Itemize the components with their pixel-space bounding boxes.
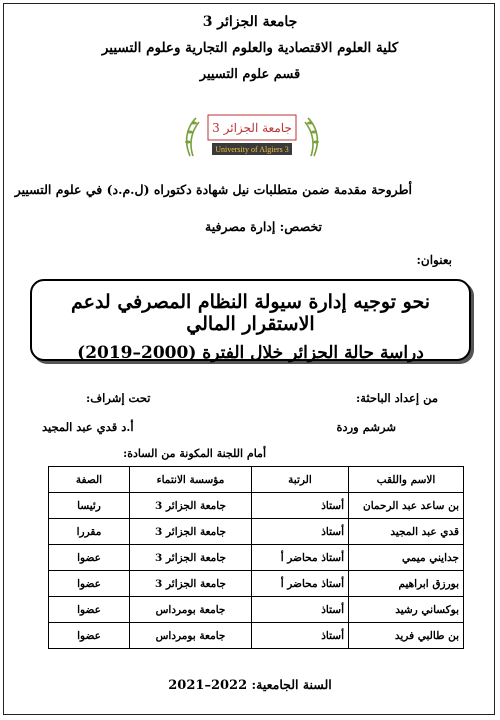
member-rank: أستاذ	[252, 597, 349, 623]
university-name: جامعة الجزائر 3	[202, 14, 298, 30]
member-rank: أستاذ محاضر أ	[252, 571, 349, 597]
member-name: بن طالبي فريد	[349, 623, 464, 649]
thesis-title-line1: نحو توجيه إدارة سيولة النظام المصرفي لدعم الاستقرار المالي	[70, 291, 431, 335]
member-role: رئيسا	[49, 493, 130, 519]
table-row	[49, 623, 464, 649]
table-row	[49, 519, 464, 545]
department-name: قسم علوم التسيير	[199, 67, 301, 82]
member-role: مقررا	[49, 519, 130, 545]
preparer-label: من إعداد الباحثة:	[356, 391, 438, 405]
jury-table	[48, 466, 464, 649]
table-row	[49, 493, 464, 519]
member-name: قدي عبد المجيد	[349, 519, 464, 545]
member-rank: أستاذ	[252, 519, 349, 545]
member-rank: أستاذ محاضر أ	[252, 545, 349, 571]
member-institution: جامعة الجزائر 3	[130, 571, 252, 597]
academic-year	[0, 677, 500, 693]
table-row	[49, 545, 464, 571]
member-role: عضوا	[49, 571, 130, 597]
table-row	[49, 597, 464, 623]
thesis-title-line2: دراسة حالة الجزائر خلال الفترة (2000–2019)	[77, 343, 424, 363]
logo-arabic-text: جامعة الجزائر 3	[212, 121, 292, 135]
member-role: عضوا	[49, 597, 130, 623]
member-name: جدايني ميمي	[349, 545, 464, 571]
member-role: عضوا	[49, 623, 130, 649]
member-institution: جامعة الجزائر 3	[130, 519, 252, 545]
member-rank: أستاذ	[252, 623, 349, 649]
university-logo	[182, 112, 322, 162]
member-institution: جامعة بومرداس	[130, 623, 252, 649]
table-row	[49, 571, 464, 597]
member-institution: جامعة الجزائر 3	[130, 545, 252, 571]
header-role: الصفة	[49, 467, 130, 493]
supervisor-label: تحت إشراف:	[86, 391, 151, 405]
specialty: تخصص: إدارة مصرفية	[205, 219, 322, 234]
title-box	[30, 279, 471, 361]
member-institution: جامعة بومرداس	[130, 597, 252, 623]
jury-label: أمام اللجنة المكونة من السادة:	[123, 447, 266, 460]
member-rank: أستاذ	[252, 493, 349, 519]
header-institution: مؤسسة الانتماء	[130, 467, 252, 493]
header-rank: الرتبة	[252, 467, 349, 493]
title-label: بعنوان:	[416, 253, 452, 267]
member-name: بوكساني رشيد	[349, 597, 464, 623]
academic-year-value: 2022–2021	[168, 678, 248, 693]
supervisor-name: أ.د قدي عبد المجيد	[42, 420, 134, 434]
thesis-note: أطروحة مقدمة ضمن متطلبات نيل شهادة دكتوراه (ل.م.د) في علوم التسيير	[14, 182, 412, 197]
member-role: عضوا	[49, 545, 130, 571]
preparer-name: شرشم وردة	[336, 420, 396, 434]
member-name: بورزق ابراهيم	[349, 571, 464, 597]
faculty-name: كلية العلوم الاقتصادية والعلوم التجارية وعلوم التسيير	[101, 40, 399, 56]
header-name: الاسم واللقب	[349, 467, 464, 493]
table-header-row	[49, 467, 464, 493]
member-name: بن ساعد عبد الرحمان	[349, 493, 464, 519]
logo-latin-text: University of Algiers 3	[215, 145, 289, 154]
academic-year-label: السنة الجامعية:	[251, 677, 332, 692]
member-institution: جامعة الجزائر 3	[130, 493, 252, 519]
